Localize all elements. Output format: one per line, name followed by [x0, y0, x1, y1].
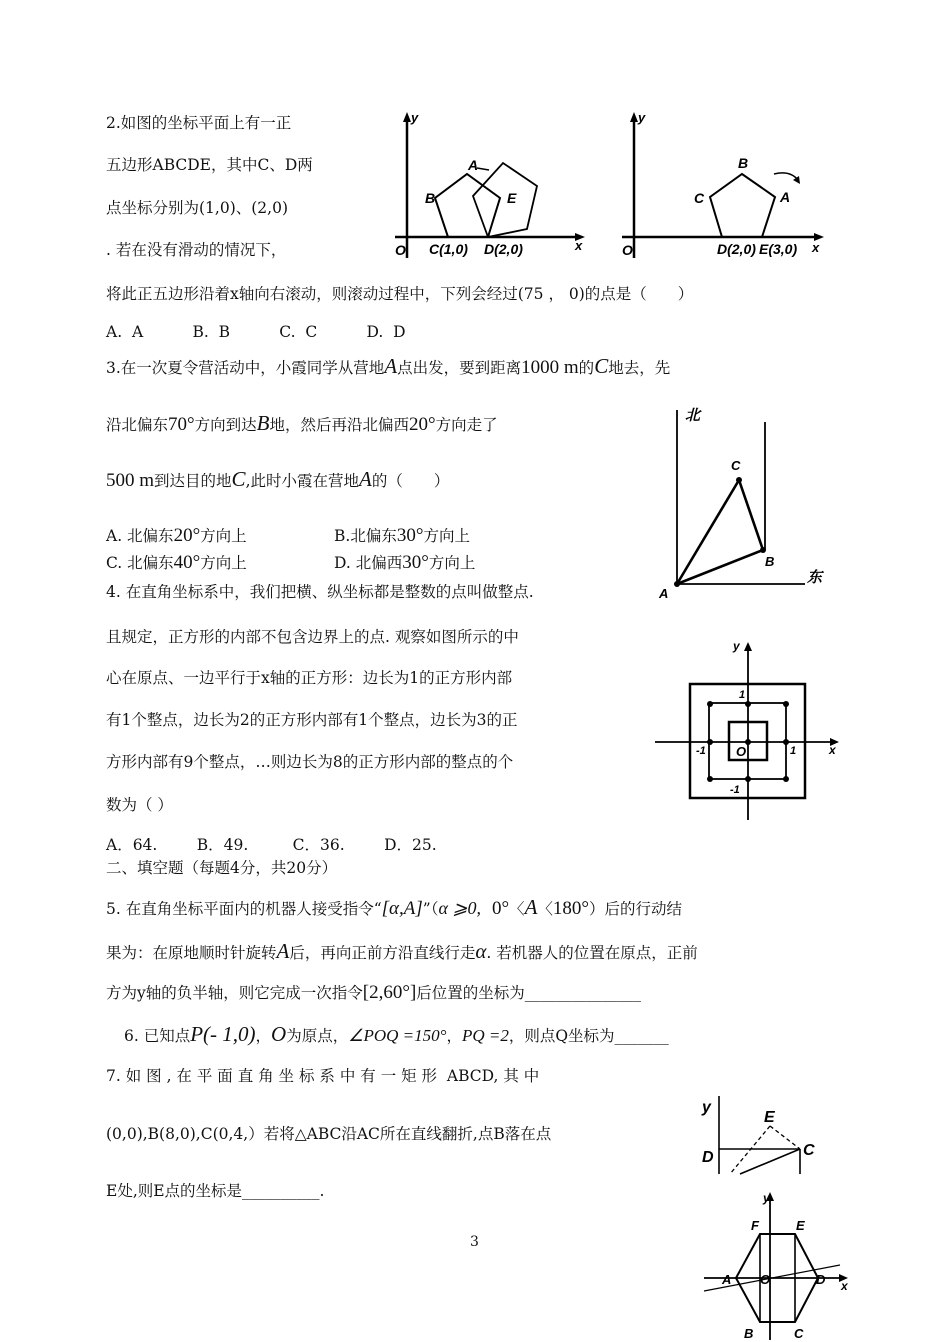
q5-command: [α,A] [381, 898, 423, 919]
hex-fig-f-label: F [751, 1218, 759, 1233]
q3-fig-c-label: C [731, 458, 741, 473]
q6-text-c: 为原点， [286, 1027, 349, 1045]
q3-fig-north-label: 北 [685, 407, 701, 424]
q4-line4: 有1个整点，边长为2的正方形内部有1个整点，边长为3的正 [106, 711, 518, 729]
hex-fig-d-label: D [816, 1272, 826, 1287]
q4-options: A．64. B．49. C．36. D．25. [106, 836, 437, 854]
q3-l1-text-a: 3.在一次夏令营活动中，小霞同学从营地 [106, 359, 385, 377]
q2-line5: 将此正五边形沿着x轴向右滚动，则滚动过程中，下列会经过(75 ， 0)的点是（ ） [106, 285, 694, 303]
q7-line1: 7. 如 图 , 在 平 面 直 角 坐 标 系 中 有 一 矩 形 ABCD, 其 中 [106, 1067, 540, 1085]
hex-fig-x-label: x [841, 1279, 848, 1293]
q3-optA-suffix: 方向上 [200, 527, 247, 545]
q2-fig2-e-label: E(3,0) [759, 241, 798, 257]
q5-l1-text-a: 5. 在直角坐标平面内的机器人接受指令“ [106, 900, 382, 918]
q5-lt2: 〈 [537, 900, 553, 918]
q6-o: O [271, 1022, 287, 1046]
q6-text-b: ， [255, 1027, 272, 1045]
q4-line5: 方形内部有9个整点，…则边长为8的正方形内部的整点的个 [106, 753, 514, 771]
q2-fig1-y-label: y [411, 110, 419, 125]
q2-line4: . 若在没有滑动的情况下， [106, 241, 287, 259]
q7-fig-e-label: E [764, 1109, 775, 1126]
q4-line6: 数为（ ） [106, 796, 173, 814]
q3-l1-text-c: 的 [578, 359, 595, 377]
q5-l1-text-c: ）后的行动结 [589, 900, 683, 918]
page-number: 3 [470, 1234, 479, 1250]
q4-figure [653, 638, 843, 823]
q3-option-c [106, 553, 247, 573]
q4-fig-x-label: x [829, 743, 836, 757]
q3-figure [655, 400, 835, 600]
q4-line2: 且规定，正方形的内部不包含边界上的点. 观察如图所示的中 [106, 628, 519, 646]
q4-line3: 心在原点、一边平行于x轴的正方形：边长为1的正方形内部 [106, 669, 513, 687]
hex-fig-e-label: E [796, 1218, 805, 1233]
q3-option-b [334, 526, 470, 546]
q3-optA-text: A. 北偏东 [106, 527, 174, 545]
hex-fig-c-label: C [794, 1326, 804, 1341]
q2-fig1-x-label: x [575, 238, 583, 253]
q3-line3 [106, 469, 449, 491]
q2-options: A. A B. B C. C D. D [106, 323, 406, 341]
q5-l3-text-b: 后位置的坐标为_______________ [416, 984, 642, 1002]
q3-fig-east-label: 东 [807, 569, 823, 586]
q3-l3-text-c: 的（ ） [371, 472, 450, 490]
q2-fig1-a-label: A [468, 157, 479, 173]
q2-fig1-c-label: C(1,0) [429, 241, 468, 257]
q3-optD-text: D. 北偏西 [334, 554, 403, 572]
q6-text-e: ，则点Q坐标为_______ [508, 1027, 669, 1045]
q3-optB-suffix: 方向上 [423, 527, 470, 545]
q6-text-d: ， [446, 1027, 462, 1045]
q3-optD-deg: 30° [402, 552, 429, 573]
q5-l2-text-c: . 若机器人的位置在原点，正前 [486, 944, 698, 962]
q3-optC-suffix: 方向上 [200, 554, 247, 572]
q6-text-a: 6. 已知点 [124, 1027, 191, 1045]
q7-line2: (0,0),B(8,0),C(0,4,）若将△ABC沿AC所在直线翻折,点B落在点 [106, 1125, 552, 1143]
q3-option-a [106, 526, 247, 546]
q3-l3-A: A [359, 467, 372, 491]
q5-deg180: 180° [552, 898, 590, 919]
q5-l2-text-a: 果为：在原地顺时针旋转 [106, 944, 277, 962]
q2-fig2-x-label: x [812, 240, 820, 255]
q3-l2-text-a: 沿北偏东 [106, 416, 169, 434]
q2-fig2-d-label: D(2,0) [717, 241, 756, 257]
q3-optD-suffix: 方向上 [428, 554, 476, 572]
q5-A: A [524, 895, 538, 919]
q5-l2-text-b: 后，再向正前方沿直线行走 [289, 944, 476, 962]
q2-figure-1 [385, 110, 590, 270]
q2-fig1-d-label: D(2,0) [484, 241, 523, 257]
q5-l2-A: A [276, 939, 290, 963]
q7-fig-c-label: C [803, 1142, 815, 1159]
hexagon-figure [700, 1187, 860, 1342]
q3-fig-a-label: A [659, 586, 669, 601]
hex-fig-b-label: B [744, 1326, 754, 1341]
q5-alpha: α [475, 939, 487, 963]
hex-fig-origin-label: O [760, 1272, 771, 1287]
q3-l1-text-b: 点出发，要到距离 [397, 359, 522, 377]
q5-line2 [106, 941, 698, 963]
q3-l2-text-d: 方向走了 [435, 416, 498, 434]
q5-command-2: [2,60°] [362, 982, 417, 1003]
q2-fig2-y-label: y [638, 110, 646, 125]
q5-zero-deg: 0° [491, 898, 510, 919]
q3-l2-text-b: 方向到达 [194, 416, 257, 434]
q7-fig-d-label: D [702, 1149, 714, 1166]
q3-optC-deg: 40° [173, 552, 201, 573]
q6-pq: PQ =2 [461, 1026, 509, 1045]
q3-l2-B: B [256, 411, 270, 435]
q3-l1-text-d: 地去，先 [608, 359, 671, 377]
q6-point-p: P(- 1,0) [190, 1022, 256, 1046]
q3-optA-deg: 20° [173, 525, 201, 546]
q2-fig2-c-label: C [694, 190, 705, 206]
q3-l2-text-c: 地，然后再沿北偏西 [269, 416, 409, 434]
q2-fig1-origin-label: O [395, 242, 406, 258]
q3-line2 [106, 413, 498, 435]
q3-option-d [334, 553, 475, 573]
q3-l3-text-b: ,此时小霞在营地 [245, 472, 359, 490]
q3-fig-b-label: B [765, 554, 775, 569]
q5-alpha-condition: α ⩾0, [438, 898, 481, 918]
hex-fig-y-label: y [763, 1191, 770, 1205]
q7-figure [700, 1092, 840, 1182]
q7-fig-y-label: y [702, 1099, 711, 1116]
q3-l1-C: C [594, 354, 609, 378]
q4-fig-y-label: y [733, 639, 740, 653]
q2-line3: 点坐标分别为(1,0)、(2,0) [106, 199, 288, 217]
q5-l1-text-b: ”（ [422, 900, 439, 918]
q2-fig2-a-label: A [780, 189, 791, 205]
q2-figure-2 [612, 110, 827, 270]
q3-l3-text-a: 到达目的地 [154, 472, 232, 490]
q2-fig1-b-label: B [425, 190, 436, 206]
q3-l2-deg70: 70° [168, 414, 195, 435]
q6-line [124, 1024, 669, 1046]
q3-optB-text: B.北偏东 [334, 527, 397, 545]
q4-fig-one-right: 1 [790, 745, 797, 757]
q3-l3-distance: 500 m [106, 470, 155, 491]
q3-l3-C: C [231, 467, 246, 491]
q4-fig-origin-label: O [736, 744, 747, 759]
q4-fig-one-top: 1 [739, 689, 746, 701]
q7-line3: E处,则E点的坐标是__________. [106, 1182, 325, 1200]
q3-l1-distance: 1000 m [521, 357, 579, 378]
q4-fig-neg1-left: -1 [696, 745, 706, 757]
q5-lt1: 〈 [509, 900, 525, 918]
q2-fig2-b-label: B [738, 155, 749, 171]
q4-fig-neg1-bottom: -1 [730, 784, 740, 796]
q6-angle: ∠POQ =150° [348, 1026, 447, 1045]
q3-optB-deg: 30° [396, 525, 424, 546]
q2-fig2-origin-label: O [622, 242, 633, 258]
q2-line1: 2.如图的坐标平面上有一正 [106, 114, 292, 132]
q2-fig1-e-label: E [507, 190, 517, 206]
q5-l3-text-a: 方为y轴的负半轴，则它完成一次指令 [106, 984, 363, 1002]
q4-line1: 4. 在直角坐标系中，我们把横、纵坐标都是整数的点叫做整点. [106, 583, 534, 601]
q3-optC-text: C. 北偏东 [106, 554, 174, 572]
q5-line1 [106, 897, 682, 919]
q2-line2: 五边形ABCDE，其中C、D两 [106, 156, 313, 174]
q3-l1-A: A [384, 354, 398, 378]
q3-line1 [106, 356, 670, 378]
section-2-heading: 二、填空题（每题4分，共20分） [106, 859, 338, 877]
q3-l2-deg20: 20° [408, 414, 436, 435]
hex-fig-a-label: A [722, 1272, 732, 1287]
q5-line3 [106, 983, 641, 1003]
